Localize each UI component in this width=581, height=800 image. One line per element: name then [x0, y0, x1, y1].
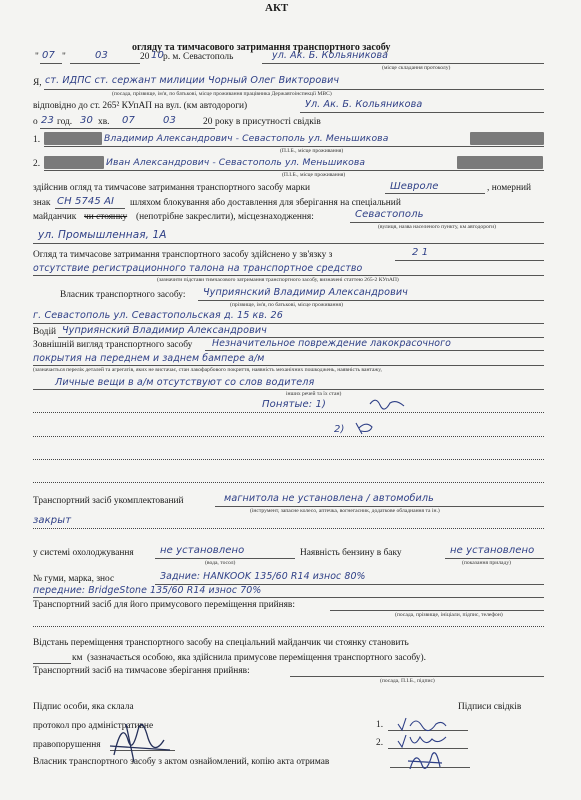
time-tail: року в присутності свідків: [215, 117, 321, 127]
reason-text: Огляд та тимчасове затримання транспортного засобу здійснено у зв'язку з: [33, 250, 333, 260]
time-hour-label: год.: [57, 117, 73, 127]
witness2-handwriting: Иван Александрович - Севастополь ул. Меньшикова: [106, 157, 366, 168]
time-minute: 30: [80, 115, 93, 126]
location-caption: (вулиця, назва населеного пункту, км автодороги): [378, 224, 496, 230]
date-year-prefix: 20: [140, 52, 150, 62]
witnesses-handwriting-1: Понятые: 1): [262, 399, 326, 410]
officer-prefix: Я,: [33, 78, 42, 88]
vehicle-text4: майданчик: [33, 212, 77, 222]
date-open-quote: ": [35, 52, 39, 62]
received-label: Транспортний засіб для його примусового переміщення прийняв:: [33, 600, 295, 610]
tires-handwriting-1: Задние: HANKOOK 135/60 R14 износ 80%: [160, 571, 366, 582]
signature-right-heading: Підписи свідків: [458, 702, 522, 712]
witness-signature-1-number: 1.: [376, 720, 384, 730]
equipment-handwriting: магнитола не установлена / автомобиль: [224, 493, 434, 504]
officer-caption: (посада, прізвище, ім'я, по батькові, місце проживання працівника Державтоінспекції МВС): [112, 91, 332, 97]
appearance-caption-2: інших речей та їх стан): [286, 391, 342, 397]
witness1-signature: [396, 714, 448, 732]
time-day: 07: [122, 115, 135, 126]
vehicle-text2: , номерний: [487, 183, 532, 193]
reason-article-handwriting: 2 1: [412, 247, 429, 258]
cooling-caption: (вода, тосол): [205, 560, 236, 566]
appearance-handwriting-3: Личные вещи в а/м отсутствуют со слов водителя: [55, 377, 315, 388]
vehicle-text1: здійснив огляд та тимчасове затримання транспортного засобу марки: [33, 183, 311, 193]
time-o: о: [33, 117, 38, 127]
witness2-redaction-address: [457, 156, 543, 169]
appearance-handwriting-1: Незначительное повреждение лакокрасочного: [212, 338, 451, 349]
witness2-signature-mark: [352, 419, 378, 437]
cooling-handwriting: не установлено: [160, 545, 245, 556]
storage-caption: (посада, П.І.Б., підпис): [380, 678, 435, 684]
place-handwriting: ул. Ак. Б. Кольяникова: [272, 50, 389, 61]
time-hour: 23: [41, 115, 54, 126]
witness2-caption: (П.І.Б., місце проживання): [282, 172, 346, 178]
time-year-prefix: 20: [203, 117, 213, 127]
vehicle-text5: (непотрібне закреслити), місцезнаходження:: [136, 212, 314, 222]
distance-km: км: [72, 653, 83, 663]
tires-handwriting-2: передние: BridgeStone 135/60 R14 износ 70%: [33, 585, 262, 596]
vehicle-make-handwriting: Шевроле: [390, 181, 439, 192]
witness2-redaction-name: [44, 156, 104, 169]
equipment-handwriting-2: закрыт: [33, 515, 72, 526]
signature-left-line2: протокол про адміністративне: [33, 721, 154, 731]
time-minute-label: хв.: [98, 117, 110, 127]
witness1-number: 1.: [33, 135, 41, 145]
appearance-caption: (зазначається перелік деталей та агрегатів, яких не вистачає, стан лакофарбового покриття, наявність механічних пошкоджень, наявність вантажу,: [33, 367, 382, 373]
owner-label: Власник транспортного засобу:: [60, 290, 186, 300]
owner-signature: [404, 745, 444, 775]
received-caption: (посада, прізвище, ініціали, підпис, телефон): [395, 612, 503, 618]
date-year-suffix: 10: [151, 50, 164, 61]
distance-line2: (зазначається особою, яка здійснила примусове переміщення транспортного засобу).: [87, 653, 426, 663]
plate-handwriting: СН 5745 АІ: [57, 196, 115, 207]
tires-label: № гуми, марка, знос: [33, 574, 115, 584]
city-text: р. м. Севастополь: [163, 52, 234, 62]
reason-handwriting: отсутствие регистрационного талона на транспортное средство: [33, 263, 363, 274]
appearance-label: Зовнішній вигляд транспортного засобу: [33, 340, 193, 350]
fuel-caption: (показання приладу): [462, 560, 511, 566]
document-title: АКТ: [265, 2, 289, 14]
location-handwriting: Севастополь: [355, 209, 424, 220]
document-subtitle: огляду та тимчасового затримання транспортного засобу: [132, 42, 391, 53]
signature-left-line1: Підпис особи, яка склала: [33, 702, 134, 712]
witness1-redaction-name: [44, 132, 102, 145]
article-street-handwriting: Ул. Ак. Б. Кольяникова: [305, 99, 423, 110]
place-caption: (місце складання протоколу): [382, 65, 451, 71]
fuel-handwriting: не установлено: [450, 545, 535, 556]
witness2-number: 2.: [33, 159, 41, 169]
witness-signature-2-number: 2.: [376, 738, 384, 748]
fuel-label: Наявність бензину в баку: [300, 548, 402, 558]
cooling-label: у системі охолоджування: [33, 548, 134, 558]
appearance-handwriting-2: покрытия на переднем и заднем бампере а/м: [33, 353, 265, 364]
driver-handwriting: Чуприянский Владимир Александрович: [62, 325, 267, 336]
street-handwriting: ул. Промышленная, 1А: [38, 229, 167, 241]
owner-acknowledgement: Власник транспортного засобу з актом ознайомлений, копію акта отримав: [33, 757, 330, 767]
article-text: відповідно до ст. 265² КУпАП на вул. (км автодороги): [33, 101, 248, 111]
owner-handwriting: Чуприянский Владимир Александрович: [203, 287, 408, 298]
owner-caption: (прізвище, ім'я, по батькові, місце проживання): [230, 302, 343, 308]
time-month: 03: [163, 115, 176, 126]
officer-handwriting: ст. ИДПС ст. сержант милиции Чорный Олег Викторович: [45, 75, 340, 86]
witness1-signature-mark: [368, 396, 408, 410]
witnesses-handwriting-2: 2): [334, 424, 345, 435]
signature-left-line3: правопорушення: [33, 740, 101, 750]
distance-line1: Відстань переміщення транспортного засобу на спеціальний майданчик чи стоянку становить: [33, 638, 409, 648]
equipment-label: Транспортний засіб укомплектований: [33, 496, 184, 506]
witness1-redaction-address: [470, 132, 544, 145]
date-day: 07: [42, 50, 55, 61]
witness1-handwriting: Владимир Александрович - Севастополь ул. Меньшикова: [104, 133, 389, 144]
reason-caption: (зазначити підстави тимчасового затримання транспортного засобу, визначені статтею 265-2 КУпАП): [157, 277, 399, 283]
date-close-quote: ": [62, 52, 66, 62]
plate-label: знак: [33, 198, 51, 208]
owner-address-handwriting: г. Севастополь ул. Севастопольская д. 15 кв. 26: [33, 310, 283, 321]
witness1-caption: (П.І.Б., місце проживання): [280, 148, 344, 154]
equipment-caption: (інструмент, запасне колесо, аптечка, вогнегасник, додаткове обладнання та ін.): [250, 508, 440, 514]
storage-label: Транспортний засіб на тимчасове зберігання прийняв:: [33, 666, 250, 676]
driver-label: Водій: [33, 327, 57, 337]
date-month: 03: [95, 50, 108, 61]
vehicle-text3: шляхом блокування або доставлення для зберігання на спеціальний: [130, 198, 401, 208]
vehicle-struck-option: чи стоянку: [84, 212, 128, 222]
